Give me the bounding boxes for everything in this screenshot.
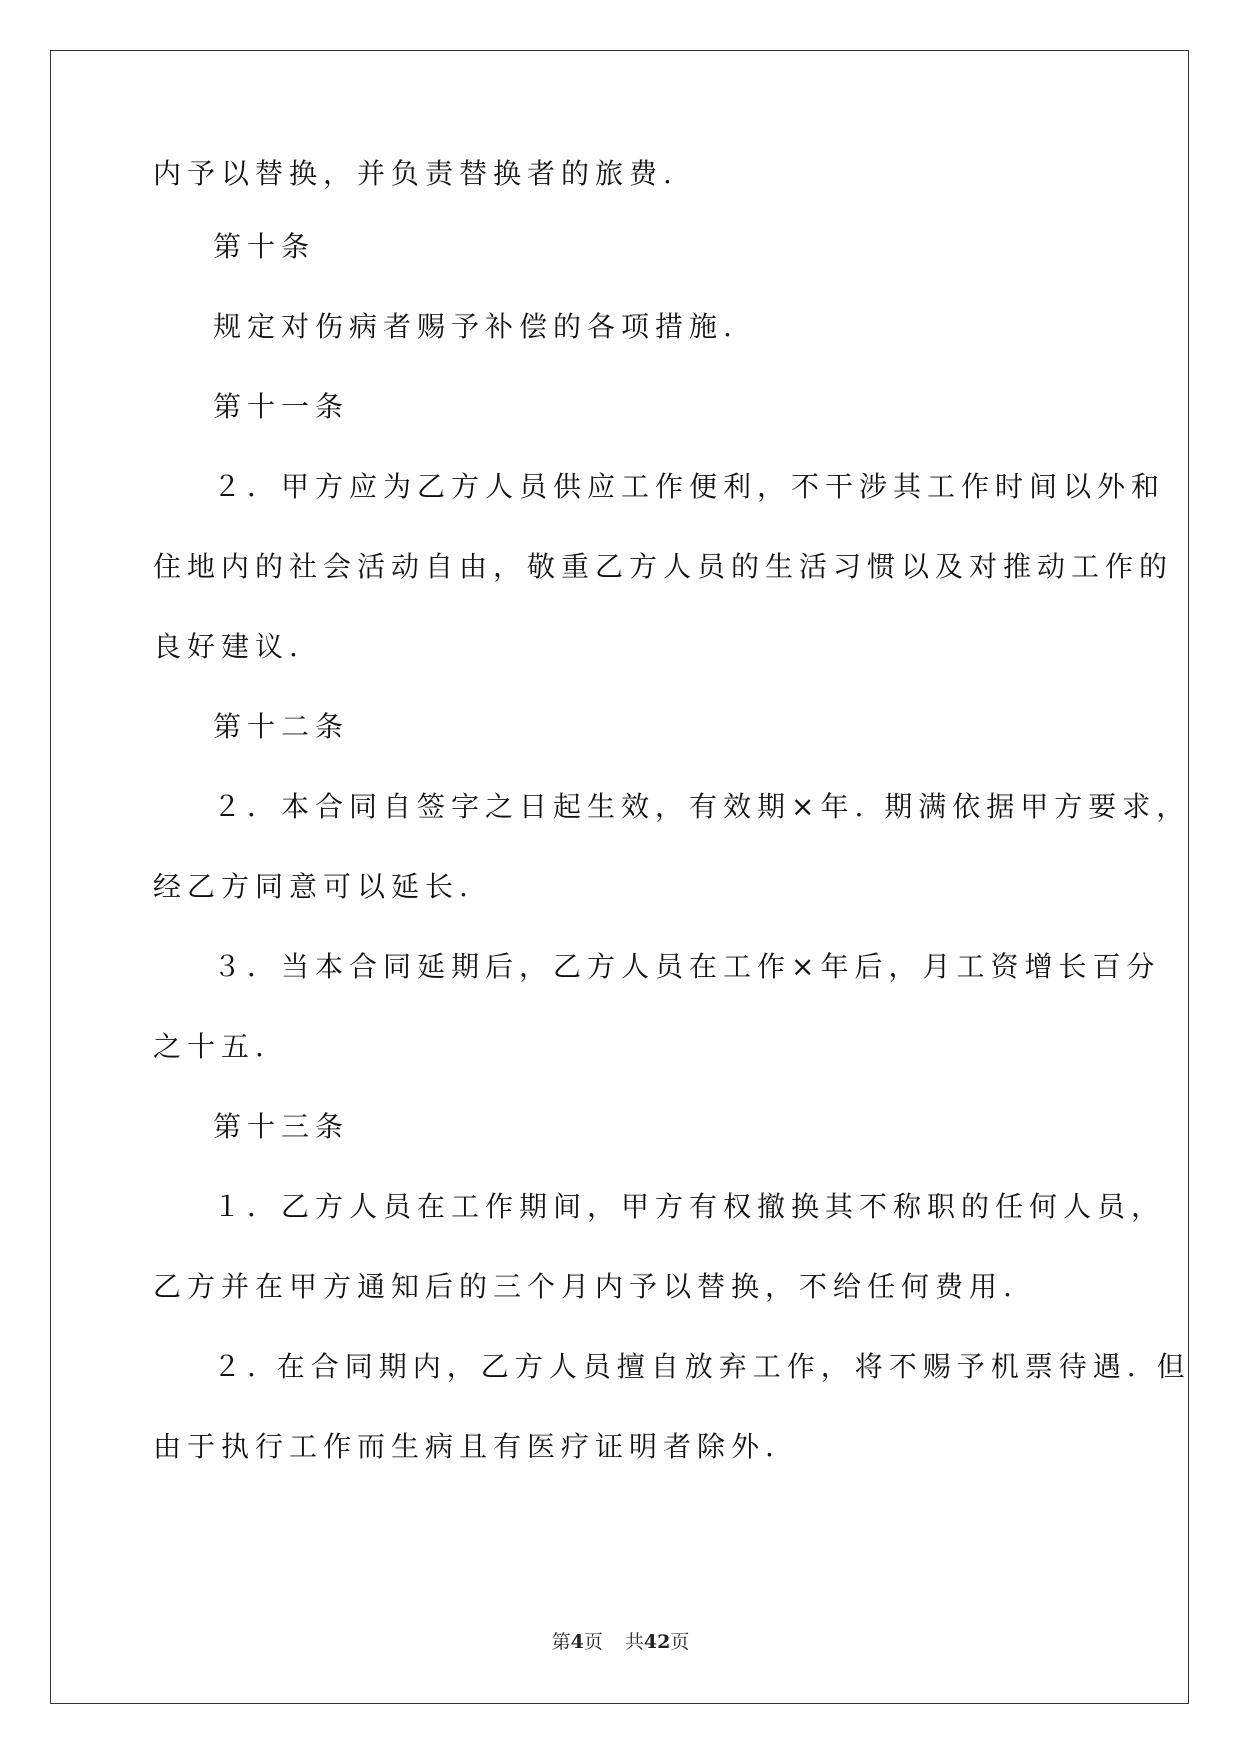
page-suffix: 页: [583, 1631, 603, 1653]
text-line-14: １．乙方人员在工作期间，甲方有权撤换其不称职的任何人员，: [213, 1190, 1166, 1223]
text-line-12: 之十五.: [153, 1030, 270, 1063]
article-heading-13: 第十三条: [213, 1110, 350, 1143]
article-heading-10: 第十条: [213, 230, 316, 263]
total-prefix: 共: [624, 1631, 644, 1653]
text-line-17: 由于执行工作而生病且有医疗证明者除外.: [153, 1430, 780, 1463]
text-line-16: ２. 在合同期内，乙方人员擅自放弃工作，将不赐予机票待遇. 但: [213, 1350, 1191, 1383]
page-number: 4: [570, 1631, 584, 1653]
text-line-1: 内予以替换，并负责替换者的旅费.: [153, 157, 678, 190]
text-line-3: 规定对伤病者赐予补偿的各项措施.: [213, 310, 738, 343]
page-prefix: 第: [551, 1631, 571, 1653]
text-line-10: 经乙方同意可以延长.: [153, 870, 474, 903]
text-line-6: 住地内的社会活动自由，敬重乙方人员的生活习惯以及对推动工作的: [153, 550, 1174, 583]
article-heading-11: 第十一条: [213, 390, 350, 423]
text-line-7: 良好建议.: [153, 630, 304, 663]
total-pages: 42: [643, 1631, 671, 1653]
article-heading-12: 第十二条: [213, 710, 350, 743]
text-line-15: 乙方并在甲方通知后的三个月内予以替换，不给任何费用.: [153, 1270, 1018, 1303]
text-line-9: ２．本合同自签字之日起生效，有效期×年. 期满依据甲方要求，: [213, 790, 1191, 823]
total-suffix: 页: [670, 1631, 690, 1653]
text-line-5: ２．甲方应为乙方人员供应工作便利，不干涉其工作时间以外和: [213, 470, 1166, 503]
text-line-11: ３．当本合同延期后，乙方人员在工作×年后，月工资增长百分: [213, 950, 1161, 983]
page-footer: [0, 1630, 1241, 1654]
